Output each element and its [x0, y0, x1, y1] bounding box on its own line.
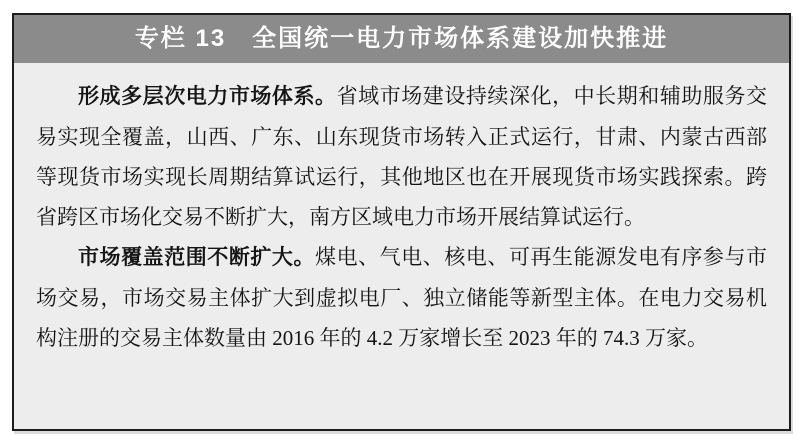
column-box-header — [14, 15, 789, 63]
column-box-13 — [12, 13, 791, 431]
paragraph-market-coverage — [36, 237, 767, 358]
column-box-body — [14, 63, 789, 429]
column-box-title: 专栏 13 全国统一电力市场体系建设加快推进 — [134, 25, 669, 52]
paragraph-body-text: 省域市场建设持续深化，中长期和辅助服务交易实现全覆盖，山西、广东、山东现货市场转入正式运行，甘肃、内蒙古西部等现货市场实现长周期结算试运行，其他地区也在开展现货市场实践探索。跨省跨区市场化交易不断扩大，南方区域电力市场开展结算试运行。 — [36, 84, 768, 229]
paragraph-body-text: 煤电、气电、核电、可再生能源发电有序参与市场交易，市场交易主体扩大到虚拟电厂、独立储能等新型主体。在电力交易机构注册的交易主体数量由 2016 年的 4.2 万家增长至 2023 年的 74.3 万家。 — [36, 245, 767, 350]
paragraph-multilevel-power-market — [36, 76, 767, 237]
paragraph-lead-bold: 形成多层次电力市场体系。 — [78, 85, 337, 108]
paragraph-lead-bold: 市场覆盖范围不断扩大。 — [78, 246, 316, 269]
